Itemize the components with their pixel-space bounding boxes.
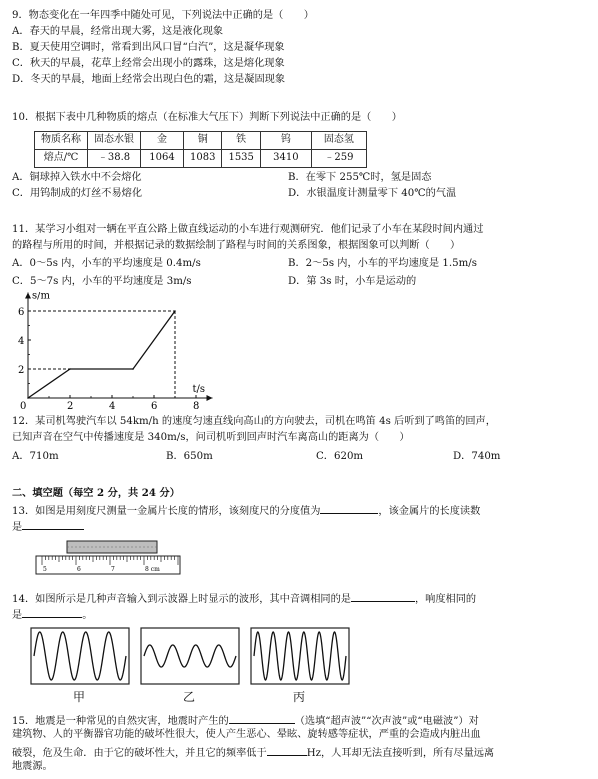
table-cell: 固态水银 bbox=[88, 132, 141, 150]
table-cell: 固态氢 bbox=[311, 132, 366, 150]
q12-option-d: D．740m bbox=[453, 451, 501, 462]
table-cell: 1083 bbox=[184, 150, 222, 168]
q11-option-a: A．0～5s 内，小车的平均速度是 0.4m/s bbox=[12, 258, 201, 269]
q13-text-2: ，该金属片的长度读数 bbox=[378, 506, 481, 517]
x-tick-label: 8 bbox=[193, 401, 200, 412]
q9-option-d: D．冬天的早晨，地面上经常会出现白色的霜，这是凝固现象 bbox=[12, 74, 286, 85]
q14-text-2: ，响度相同的 bbox=[414, 594, 477, 605]
table-cell: 物质名称 bbox=[35, 132, 88, 150]
table-cell: 金 bbox=[141, 132, 184, 150]
y-axis-arrow bbox=[25, 293, 31, 299]
series-line bbox=[28, 311, 175, 398]
q9-stem: 9．物态变化在一年四季中随处可见，下列说法中正确的是（ ） bbox=[12, 10, 314, 21]
waveform-yi bbox=[140, 627, 240, 685]
q13-text-1: 13．如图是用刻度尺测量一金属片长度的情形，该刻度尺的分度值为 bbox=[12, 506, 321, 517]
q14-answer-blank-2[interactable] bbox=[22, 607, 82, 618]
q11-stem-line-2: 的路程与所用的时间，并根据记录的数据绘制了路程与时间的关系图象，根据图象可以判断（ ） bbox=[12, 240, 461, 251]
x-tick-label: 0 bbox=[20, 401, 27, 412]
q9-option-a: A．春天的早晨，经常出现大雾，这是液化现象 bbox=[12, 26, 224, 37]
q12-option-b: B．650m bbox=[166, 451, 213, 462]
q15-answer-blank-2[interactable] bbox=[267, 745, 307, 756]
q13-line-2 bbox=[12, 519, 588, 535]
y-tick-label: 6 bbox=[18, 307, 25, 318]
q10-stem: 10．根据下表中几种物质的熔点（在标准大气压下）判断下列说法中正确的是（ ） bbox=[12, 112, 402, 123]
table-cell: 钨 bbox=[260, 132, 311, 150]
q13-line-1 bbox=[12, 503, 588, 519]
q9-option-b: B．夏天使用空调时，常看到出风口冒“白汽”，这是凝华现象 bbox=[12, 42, 285, 53]
table-cell: 熔点/℃ bbox=[35, 150, 88, 168]
x-axis-arrow bbox=[207, 395, 213, 401]
waveform-label-bing: 丙 bbox=[293, 690, 306, 704]
data-point bbox=[174, 310, 176, 312]
q11-option-b: B．2～5s 内，小车的平均速度是 1.5m/s bbox=[288, 258, 477, 269]
q13-answer-blank-1[interactable] bbox=[320, 503, 378, 514]
ruler-label-8: 8 cm bbox=[145, 566, 160, 573]
x-tick-label: 4 bbox=[109, 401, 116, 412]
q13-answer-blank-2[interactable] bbox=[22, 519, 84, 530]
ruler-label-5: 5 bbox=[43, 566, 47, 573]
waveform-jia bbox=[30, 627, 130, 685]
table-header-row bbox=[35, 132, 367, 150]
q12-option-c: C．620m bbox=[316, 451, 364, 462]
q15-line-2: 建筑物、人的平衡器官功能的破坏性很大，使人产生恶心、晕眩、旋转感等症状，严重的会造成内脏出血 bbox=[12, 729, 481, 740]
q12-stem-line-1: 12．某司机驾驶汽车以 54km/h 的速度匀速直线向高山的方向驶去，司机在鸣笛 4s 后听到了鸣笛的回声， bbox=[12, 416, 496, 427]
distance-time-chart bbox=[14, 292, 244, 414]
q15-answer-blank-1[interactable] bbox=[229, 713, 295, 724]
q15-line-3 bbox=[12, 745, 588, 761]
q12-option-a: A．710m bbox=[12, 451, 59, 462]
melting-point-table bbox=[34, 131, 367, 168]
q10-option-a: A．铜球掉入铁水中不会熔化 bbox=[12, 172, 142, 183]
q11-option-d: D．第 3s 时，小车是运动的 bbox=[288, 276, 417, 287]
ruler-figure bbox=[34, 538, 184, 580]
waveform-label-jia: 甲 bbox=[73, 690, 86, 704]
q10-option-d: D．水银温度计测量零下 40℃的气温 bbox=[288, 188, 457, 199]
table-cell: 铜 bbox=[184, 132, 222, 150]
x-tick-label: 6 bbox=[151, 401, 158, 412]
y-tick-label: 4 bbox=[18, 336, 25, 347]
q14-text-3: 是 bbox=[12, 610, 23, 621]
table-cell: 1064 bbox=[141, 150, 184, 168]
table-cell: ﹣259 bbox=[311, 150, 366, 168]
table-cell: 3410 bbox=[260, 150, 311, 168]
q15-line-4: 地震源。 bbox=[12, 761, 53, 772]
section-title: 二、填空题（每空 2 分，共 24 分） bbox=[12, 487, 180, 499]
ruler-label-7: 7 bbox=[111, 566, 115, 573]
q14-text-1: 14．如图所示是几种声音输入到示波器上时显示的波形，其中音调相同的是 bbox=[12, 594, 351, 605]
q14-text-4: 。 bbox=[82, 610, 93, 621]
ruler-label-6: 6 bbox=[77, 566, 81, 573]
table-cell: 铁 bbox=[222, 132, 260, 150]
q15-text-1: 15．地震是一种常见的自然灾害，地震时产生的 bbox=[12, 716, 229, 727]
x-axis-label: t/s bbox=[192, 384, 206, 395]
table-cell: ﹣38.8 bbox=[88, 150, 141, 168]
q15-text-4: Hz，人耳却无法直接听到，所有尽量远离 bbox=[306, 748, 495, 759]
q15-text-2: （选填“超声波”“次声波”或“电磁波”）对 bbox=[294, 716, 479, 727]
waveform-bing bbox=[250, 627, 350, 685]
x-tick-label: 2 bbox=[67, 401, 74, 412]
table-cell: 1535 bbox=[222, 150, 260, 168]
q10-option-b: B．在零下 255℃时，氢是固态 bbox=[288, 172, 432, 183]
q10-option-c: C．用钨制成的灯丝不易熔化 bbox=[12, 188, 143, 199]
data-point bbox=[27, 397, 29, 399]
q11-stem-line-1: 11．某学习小组对一辆在平直公路上做直线运动的小车进行观测研究．他们记录了小车在某段时间内通过 bbox=[12, 224, 484, 235]
q13-text-3: 是 bbox=[12, 522, 23, 533]
q15-line-1 bbox=[12, 713, 588, 729]
data-point bbox=[132, 368, 134, 370]
q11-option-c: C．5～7s 内，小车的平均速度是 3m/s bbox=[12, 276, 192, 287]
q15-text-3: 破裂，危及生命．由于它的破坏性大，并且它的频率低于 bbox=[12, 748, 267, 759]
q9-option-c: C．秋天的早晨，花草上经常会出现小的露珠，这是熔化现象 bbox=[12, 58, 285, 69]
q14-line-2 bbox=[12, 607, 588, 623]
q12-stem-line-2: 已知声音在空气中传播速度是 340m/s，问司机听到回声时汽车离高山的距离为（ ） bbox=[12, 432, 410, 443]
q14-line-1 bbox=[12, 591, 588, 607]
y-axis-label: s/m bbox=[32, 292, 50, 302]
data-point bbox=[69, 368, 71, 370]
y-tick-label: 2 bbox=[18, 365, 25, 376]
waveform-label-yi: 乙 bbox=[183, 690, 196, 704]
q14-answer-blank-1[interactable] bbox=[351, 591, 415, 602]
table-row bbox=[35, 150, 367, 168]
